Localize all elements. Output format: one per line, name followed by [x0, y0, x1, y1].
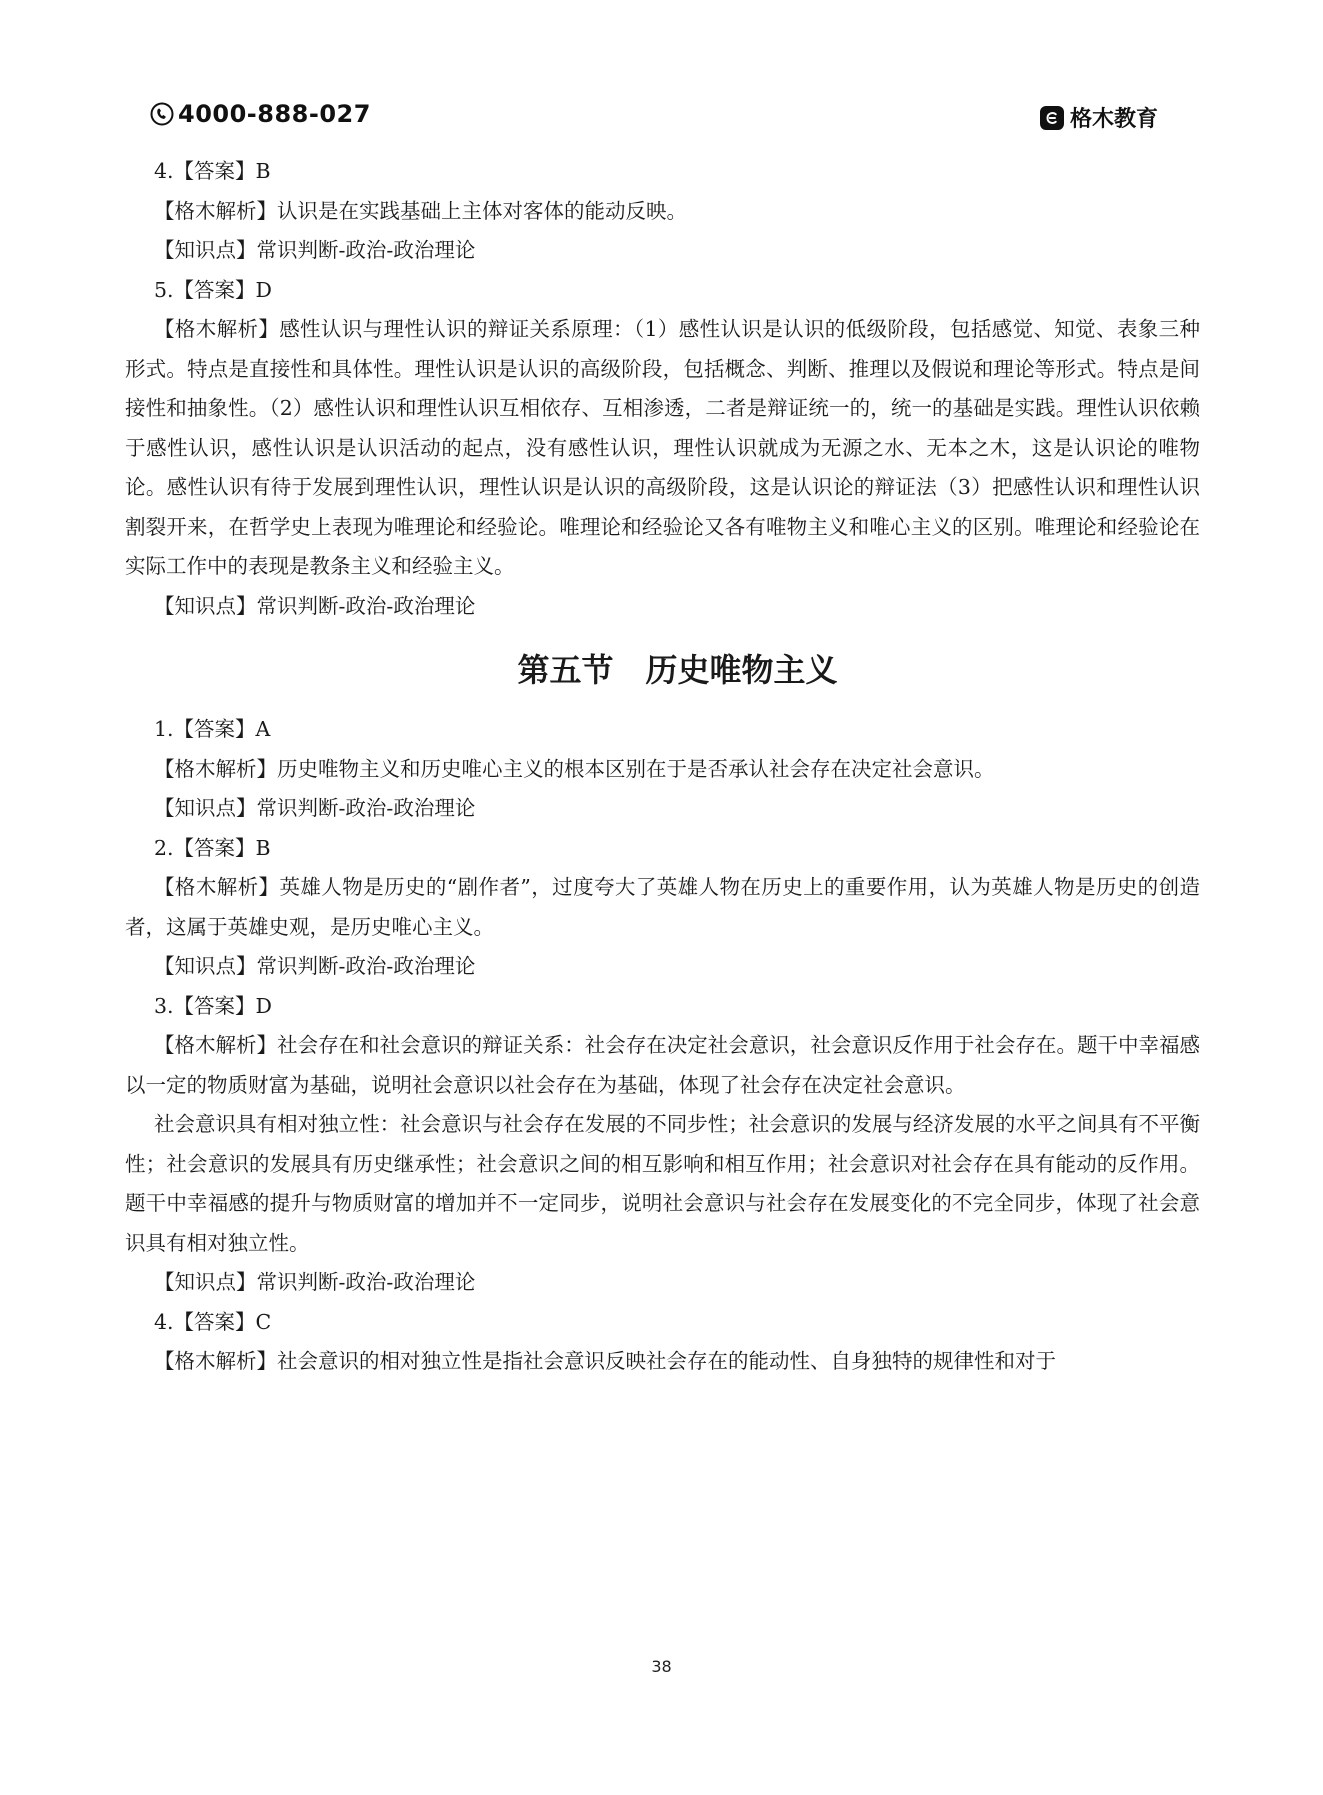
answer-paragraph	[125, 271, 1200, 311]
knowledge-paragraph	[125, 1263, 1200, 1303]
document-body	[125, 152, 1200, 1382]
analysis-label: 【格木解析】	[154, 875, 280, 899]
knowledge-label: 【知识点】	[154, 796, 257, 820]
phone-number: 4000-888-027	[178, 100, 371, 128]
knowledge-paragraph	[125, 231, 1200, 271]
analysis-label: 【格木解析】	[154, 756, 277, 781]
knowledge-text: 常识判断-政治-政治理论	[256, 1270, 476, 1294]
answer-paragraph	[125, 710, 1200, 750]
analysis-label: 【格木解析】	[154, 1033, 278, 1057]
knowledge-paragraph	[125, 587, 1200, 627]
knowledge-label: 【知识点】	[154, 954, 257, 978]
analysis-text: 认识是在实践基础上主体对客体的能动反映。	[277, 198, 687, 223]
answer-label: 3.【答案】D	[154, 993, 272, 1018]
knowledge-paragraph	[125, 789, 1200, 829]
analysis-text: 社会存在和社会意识的辩证关系：社会存在决定社会意识，社会意识反作用于社会存在。题干中幸福感以一定的物质财富为基础，说明社会意识以社会存在为基础，体现了社会存在决定社会意识。	[125, 1033, 1200, 1097]
answer-label: 2.【答案】B	[154, 835, 271, 860]
analysis-text: 社会意识的相对独立性是指社会意识反映社会存在的能动性、自身独特的规律性和对于	[277, 1349, 1056, 1373]
analysis-text: 历史唯物主义和历史唯心主义的根本区别在于是否承认社会存在决定社会意识。	[277, 756, 995, 781]
answer-label: 4.【答案】C	[154, 1309, 272, 1334]
answer-paragraph	[125, 1303, 1200, 1343]
analysis-paragraph	[125, 750, 1200, 790]
plain-text: 社会意识具有相对独立性：社会意识与社会存在发展的不同步性；社会意识的发展与经济发展的水平之间具有不平衡性；社会意识的发展具有历史继承性；社会意识之间的相互影响和相互作用；社会意识对社会存在具有能动的反作用。题干中幸福感的提升与物质财富的增加并不一定同步，说明社会意识与社会存在发展变化的不完全同步，体现了社会意识具有相对独立性。	[125, 1112, 1200, 1255]
answer-label: 5.【答案】D	[154, 277, 272, 302]
knowledge-text: 常识判断-政治-政治理论	[256, 238, 476, 262]
answers-section-4	[125, 152, 1200, 626]
page-number: 38	[651, 1657, 672, 1676]
knowledge-label: 【知识点】	[154, 238, 257, 262]
knowledge-text: 常识判断-政治-政治理论	[256, 593, 476, 618]
phone-icon	[150, 102, 174, 126]
analysis-label: 【格木解析】	[154, 317, 280, 341]
knowledge-text: 常识判断-政治-政治理论	[256, 796, 476, 820]
analysis-text: 感性认识与理性认识的辩证关系原理：（1）感性认识是认识的低级阶段，包括感觉、知觉、表象三种形式。特点是直接性和具体性。理性认识是认识的高级阶段，包括概念、判断、推理以及假说和理论等形式。特点是间接性和抽象性。（2）感性认识和理性认识互相依存、互相渗透，二者是辩证统一的，统一的基础是实践。理性认识依赖于感性认识，感性认识是认识活动的起点，没有感性认识，理性认识就成为无源之水、无本之木，这是认识论的唯物论。感性认识有待于发展到理性认识，理性认识是认识的高级阶段，这是认识论的辩证法（3）把感性认识和理性认识割裂开来，在哲学史上表现为唯理论和经验论。唯理论和经验论又各有唯物主义和唯心主义的区别。唯理论和经验论在实际工作中的表现是教条主义和经验主义。	[125, 317, 1200, 578]
answer-label: 4.【答案】B	[154, 159, 271, 183]
analysis-text: 英雄人物是历史的“剧作者”，过度夸大了英雄人物在历史上的重要作用，认为英雄人物是历史的创造者，这属于英雄史观，是历史唯心主义。	[125, 875, 1200, 939]
section-title: 第五节 历史唯物主义	[517, 651, 838, 689]
answer-label: 1.【答案】A	[154, 717, 271, 741]
analysis-paragraph	[125, 192, 1200, 232]
hotline	[150, 100, 371, 128]
analysis-label: 【格木解析】	[154, 1349, 277, 1373]
answers-section-5	[125, 710, 1200, 1382]
knowledge-paragraph	[125, 947, 1200, 987]
knowledge-label: 【知识点】	[154, 1270, 257, 1294]
analysis-paragraph	[125, 310, 1200, 587]
answer-paragraph	[125, 987, 1200, 1027]
analysis-paragraph	[125, 1342, 1200, 1382]
analysis-paragraph	[125, 868, 1200, 947]
knowledge-label: 【知识点】	[154, 593, 257, 618]
answer-paragraph	[125, 152, 1200, 192]
page-header	[150, 100, 1173, 140]
plain-paragraph	[125, 1105, 1200, 1263]
analysis-label: 【格木解析】	[154, 198, 277, 223]
gemu-logo-icon	[1040, 106, 1064, 130]
answer-paragraph	[125, 829, 1200, 869]
knowledge-text: 常识判断-政治-政治理论	[256, 954, 476, 978]
analysis-paragraph	[125, 1026, 1200, 1105]
brand-name: 格木教育	[1069, 107, 1158, 132]
brand	[1040, 102, 1158, 133]
